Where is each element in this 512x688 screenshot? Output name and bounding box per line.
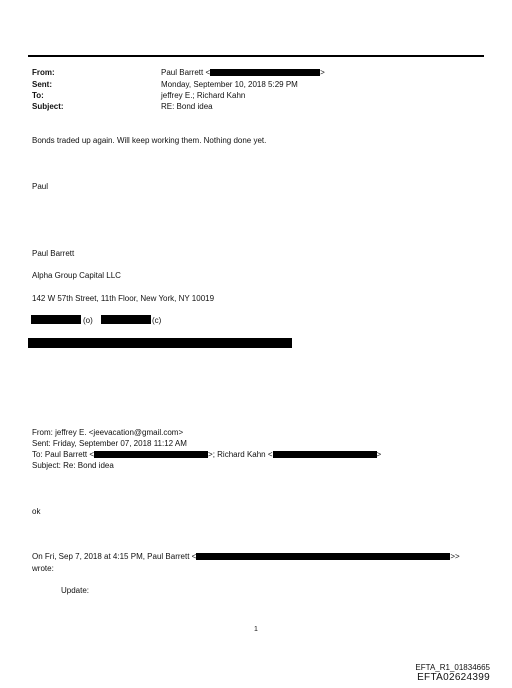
message-body: Bonds traded up again. Will keep working them. Nothing done yet. [32,136,267,145]
redaction-block [28,338,292,348]
quoted2-intro-text: On Fri, Sep 7, 2018 at 4:15 PM, Paul Barrett < [32,552,197,561]
redaction-block [196,553,450,560]
quoted-to [32,450,381,460]
quoted2-intro [32,552,460,562]
footer-reference-1: EFTA_R1_01834665 [415,663,490,672]
quoted-to-prefix: To: Paul Barrett < [32,450,95,459]
sent-value: Monday, September 10, 2018 5:29 PM [161,80,298,89]
quoted-body: ok [32,507,41,516]
redaction-block [94,451,208,458]
signature-address: 142 W 57th Street, 11th Floor, New York, NY 10019 [32,294,215,303]
redaction-block [210,69,320,76]
quoted-to-mid: >; Richard Kahn < [208,450,273,459]
page-number: 1 [254,626,258,633]
to-value: jeffrey E.; Richard Kahn [161,91,246,100]
quoted2-update: Update: [61,586,90,595]
from-name: Paul Barrett < [161,68,211,77]
redaction-block [273,451,377,458]
signature-company: Alpha Group Capital LLC [32,271,121,280]
office-suffix: (o) [83,316,93,325]
quoted-from: From: jeffrey E. <jeevacation@gmail.com> [32,428,184,437]
redaction-block [31,315,81,324]
footer-reference-2: EFTA02624399 [417,672,490,683]
signature-name: Paul Barrett [32,249,75,258]
quoted-subject: Subject: Re: Bond idea [32,461,114,470]
cell-suffix: (c) [152,316,162,325]
quoted-sent: Sent: Friday, September 07, 2018 11:12 AM [32,439,187,448]
quoted2-wrote: wrote: [32,564,54,573]
signoff: Paul [32,182,49,191]
from-value [161,68,325,78]
header-rule [28,55,484,57]
sent-label: Sent: [32,80,52,89]
subject-value: RE: Bond idea [161,102,213,111]
subject-label: Subject: [32,102,64,111]
quoted-to-close: > [376,450,382,459]
from-close: > [320,68,325,77]
quoted2-intro-close: >> [450,552,460,561]
to-label: To: [32,91,44,100]
from-label: From: [32,68,55,77]
redaction-block [101,315,151,324]
